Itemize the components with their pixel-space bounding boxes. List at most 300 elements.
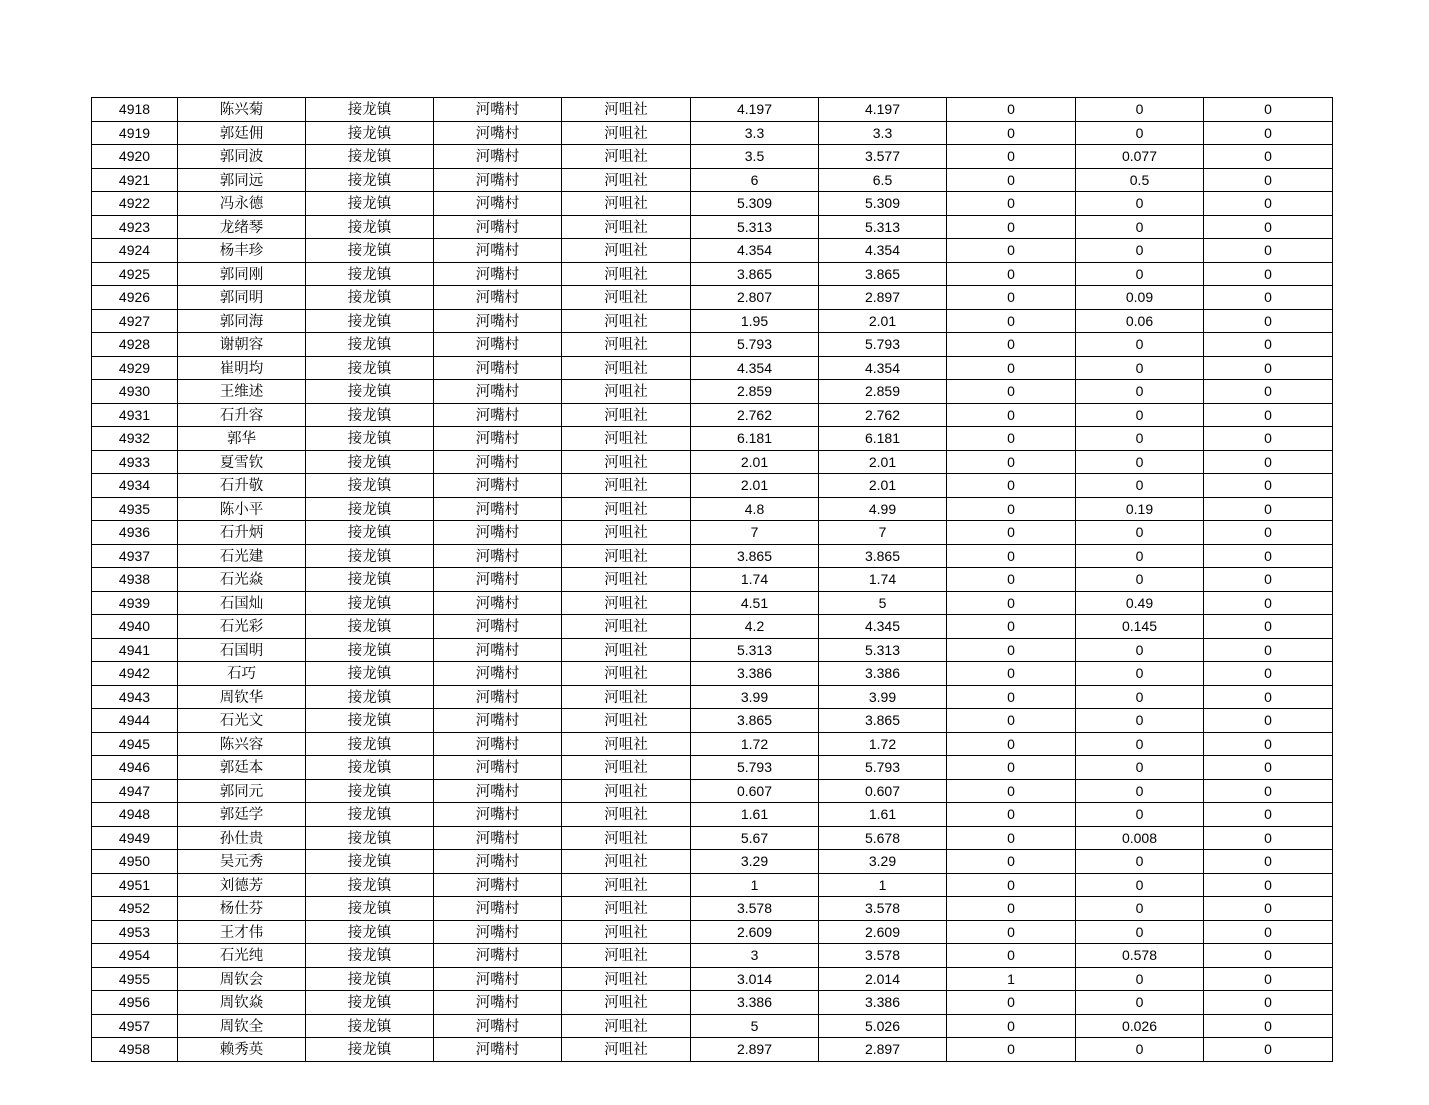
value-4-cell: 0 [1076,474,1204,498]
village-cell: 河嘴村 [434,638,562,662]
id-cell: 4922 [92,192,178,216]
value-2-cell: 3.578 [819,944,947,968]
value-5-cell: 0 [1204,897,1333,921]
village-cell: 河嘴村 [434,803,562,827]
value-1-cell: 3.578 [691,897,819,921]
value-4-cell: 0.49 [1076,591,1204,615]
value-2-cell: 2.609 [819,920,947,944]
village-cell: 河嘴村 [434,944,562,968]
value-5-cell: 0 [1204,685,1333,709]
table-row [92,98,1333,122]
name-cell: 石巧 [178,662,306,686]
value-3-cell: 0 [947,262,1076,286]
name-cell: 杨丰珍 [178,239,306,263]
id-cell: 4935 [92,497,178,521]
table-row [92,145,1333,169]
value-1-cell: 1.72 [691,732,819,756]
value-1-cell: 2.859 [691,380,819,404]
table-row [92,239,1333,263]
value-1-cell: 5.309 [691,192,819,216]
id-cell: 4956 [92,991,178,1015]
town-cell: 接龙镇 [306,333,434,357]
value-4-cell: 0 [1076,544,1204,568]
value-4-cell: 0 [1076,709,1204,733]
value-5-cell: 0 [1204,215,1333,239]
village-cell: 河嘴村 [434,615,562,639]
value-3-cell: 0 [947,732,1076,756]
village-cell: 河嘴村 [434,333,562,357]
town-cell: 接龙镇 [306,521,434,545]
value-2-cell: 3.386 [819,662,947,686]
value-5-cell: 0 [1204,709,1333,733]
id-cell: 4920 [92,145,178,169]
town-cell: 接龙镇 [306,709,434,733]
table-row [92,685,1333,709]
value-4-cell: 0.06 [1076,309,1204,333]
name-cell: 郭同明 [178,286,306,310]
table-row [92,403,1333,427]
value-3-cell: 0 [947,497,1076,521]
value-1-cell: 5.313 [691,638,819,662]
value-2-cell: 4.197 [819,98,947,122]
value-1-cell: 3.865 [691,709,819,733]
data-table-container [91,97,1333,1062]
value-3-cell: 0 [947,474,1076,498]
town-cell: 接龙镇 [306,826,434,850]
group-cell: 河咀社 [562,756,691,780]
value-1-cell: 1 [691,873,819,897]
value-3-cell: 0 [947,756,1076,780]
name-cell: 郭华 [178,427,306,451]
name-cell: 郭同刚 [178,262,306,286]
value-2-cell: 5.793 [819,756,947,780]
value-4-cell: 0 [1076,732,1204,756]
name-cell: 谢朝容 [178,333,306,357]
name-cell: 周钦焱 [178,991,306,1015]
group-cell: 河咀社 [562,944,691,968]
id-cell: 4948 [92,803,178,827]
village-cell: 河嘴村 [434,309,562,333]
value-1-cell: 2.01 [691,474,819,498]
value-4-cell: 0.077 [1076,145,1204,169]
village-cell: 河嘴村 [434,826,562,850]
group-cell: 河咀社 [562,333,691,357]
value-1-cell: 1.74 [691,568,819,592]
value-3-cell: 0 [947,944,1076,968]
value-3-cell: 0 [947,239,1076,263]
value-5-cell: 0 [1204,168,1333,192]
value-4-cell: 0 [1076,239,1204,263]
table-row [92,521,1333,545]
town-cell: 接龙镇 [306,591,434,615]
village-cell: 河嘴村 [434,685,562,709]
town-cell: 接龙镇 [306,403,434,427]
value-1-cell: 2.01 [691,450,819,474]
value-3-cell: 0 [947,121,1076,145]
value-1-cell: 3.014 [691,967,819,991]
value-5-cell: 0 [1204,967,1333,991]
value-2-cell: 3.578 [819,897,947,921]
table-row [92,779,1333,803]
id-cell: 4921 [92,168,178,192]
value-1-cell: 4.197 [691,98,819,122]
id-cell: 4955 [92,967,178,991]
value-4-cell: 0 [1076,98,1204,122]
town-cell: 接龙镇 [306,192,434,216]
value-2-cell: 3.865 [819,262,947,286]
group-cell: 河咀社 [562,192,691,216]
value-5-cell: 0 [1204,262,1333,286]
value-5-cell: 0 [1204,756,1333,780]
id-cell: 4940 [92,615,178,639]
value-1-cell: 5.313 [691,215,819,239]
table-row [92,262,1333,286]
group-cell: 河咀社 [562,356,691,380]
value-2-cell: 1.61 [819,803,947,827]
value-2-cell: 3.865 [819,709,947,733]
group-cell: 河咀社 [562,309,691,333]
value-2-cell: 3.3 [819,121,947,145]
town-cell: 接龙镇 [306,380,434,404]
table-row [92,168,1333,192]
value-1-cell: 3 [691,944,819,968]
value-2-cell: 2.762 [819,403,947,427]
value-3-cell: 0 [947,920,1076,944]
table-row [92,826,1333,850]
town-cell: 接龙镇 [306,944,434,968]
id-cell: 4924 [92,239,178,263]
name-cell: 郭同元 [178,779,306,803]
group-cell: 河咀社 [562,967,691,991]
group-cell: 河咀社 [562,403,691,427]
village-cell: 河嘴村 [434,121,562,145]
id-cell: 4943 [92,685,178,709]
value-4-cell: 0 [1076,803,1204,827]
value-1-cell: 0.607 [691,779,819,803]
value-3-cell: 0 [947,309,1076,333]
group-cell: 河咀社 [562,873,691,897]
name-cell: 石光彩 [178,615,306,639]
value-5-cell: 0 [1204,380,1333,404]
value-3-cell: 0 [947,333,1076,357]
group-cell: 河咀社 [562,380,691,404]
value-2-cell: 1 [819,873,947,897]
value-2-cell: 5.313 [819,638,947,662]
name-cell: 石升炳 [178,521,306,545]
value-3-cell: 0 [947,873,1076,897]
group-cell: 河咀社 [562,1014,691,1038]
table-row [92,544,1333,568]
id-cell: 4923 [92,215,178,239]
value-2-cell: 7 [819,521,947,545]
value-2-cell: 2.01 [819,474,947,498]
group-cell: 河咀社 [562,521,691,545]
value-3-cell: 0 [947,991,1076,1015]
village-cell: 河嘴村 [434,521,562,545]
town-cell: 接龙镇 [306,779,434,803]
value-5-cell: 0 [1204,826,1333,850]
value-5-cell: 0 [1204,638,1333,662]
table-row [92,121,1333,145]
value-4-cell: 0.578 [1076,944,1204,968]
value-1-cell: 2.609 [691,920,819,944]
value-2-cell: 4.354 [819,239,947,263]
group-cell: 河咀社 [562,615,691,639]
name-cell: 石升容 [178,403,306,427]
village-cell: 河嘴村 [434,991,562,1015]
id-cell: 4944 [92,709,178,733]
name-cell: 周钦会 [178,967,306,991]
value-4-cell: 0 [1076,192,1204,216]
id-cell: 4941 [92,638,178,662]
village-cell: 河嘴村 [434,168,562,192]
value-5-cell: 0 [1204,474,1333,498]
value-1-cell: 4.354 [691,356,819,380]
name-cell: 石国灿 [178,591,306,615]
value-1-cell: 5.67 [691,826,819,850]
value-3-cell: 0 [947,380,1076,404]
value-5-cell: 0 [1204,286,1333,310]
value-2-cell: 2.01 [819,309,947,333]
group-cell: 河咀社 [562,920,691,944]
value-5-cell: 0 [1204,403,1333,427]
value-3-cell: 0 [947,826,1076,850]
value-1-cell: 7 [691,521,819,545]
group-cell: 河咀社 [562,168,691,192]
value-3-cell: 0 [947,145,1076,169]
value-1-cell: 4.8 [691,497,819,521]
value-2-cell: 4.345 [819,615,947,639]
name-cell: 郭同波 [178,145,306,169]
town-cell: 接龙镇 [306,967,434,991]
value-3-cell: 0 [947,1014,1076,1038]
table-row [92,662,1333,686]
value-2-cell: 5 [819,591,947,615]
value-1-cell: 5.793 [691,756,819,780]
town-cell: 接龙镇 [306,756,434,780]
name-cell: 陈兴菊 [178,98,306,122]
value-1-cell: 3.5 [691,145,819,169]
village-cell: 河嘴村 [434,568,562,592]
table-row [92,897,1333,921]
value-2-cell: 5.793 [819,333,947,357]
group-cell: 河咀社 [562,709,691,733]
table-row [92,427,1333,451]
table-row [92,192,1333,216]
value-5-cell: 0 [1204,333,1333,357]
group-cell: 河咀社 [562,991,691,1015]
value-3-cell: 0 [947,591,1076,615]
group-cell: 河咀社 [562,897,691,921]
village-cell: 河嘴村 [434,756,562,780]
value-1-cell: 3.386 [691,662,819,686]
group-cell: 河咀社 [562,638,691,662]
table-row [92,732,1333,756]
value-1-cell: 3.865 [691,544,819,568]
id-cell: 4949 [92,826,178,850]
value-5-cell: 0 [1204,121,1333,145]
table-row [92,873,1333,897]
village-cell: 河嘴村 [434,732,562,756]
name-cell: 郭同远 [178,168,306,192]
value-4-cell: 0 [1076,638,1204,662]
value-2-cell: 2.897 [819,1038,947,1062]
value-4-cell: 0.19 [1076,497,1204,521]
id-cell: 4926 [92,286,178,310]
village-cell: 河嘴村 [434,239,562,263]
name-cell: 周钦华 [178,685,306,709]
value-3-cell: 0 [947,427,1076,451]
group-cell: 河咀社 [562,239,691,263]
village-cell: 河嘴村 [434,192,562,216]
value-4-cell: 0 [1076,262,1204,286]
name-cell: 杨仕芬 [178,897,306,921]
table-row [92,568,1333,592]
town-cell: 接龙镇 [306,145,434,169]
value-1-cell: 5 [691,1014,819,1038]
value-2-cell: 4.99 [819,497,947,521]
table-row [92,1014,1333,1038]
value-2-cell: 1.74 [819,568,947,592]
table-row [92,850,1333,874]
id-cell: 4933 [92,450,178,474]
town-cell: 接龙镇 [306,1014,434,1038]
value-5-cell: 0 [1204,991,1333,1015]
id-cell: 4919 [92,121,178,145]
value-4-cell: 0 [1076,967,1204,991]
value-3-cell: 1 [947,967,1076,991]
id-cell: 4950 [92,850,178,874]
value-5-cell: 0 [1204,732,1333,756]
value-5-cell: 0 [1204,920,1333,944]
group-cell: 河咀社 [562,826,691,850]
table-row [92,991,1333,1015]
village-cell: 河嘴村 [434,544,562,568]
village-cell: 河嘴村 [434,1038,562,1062]
id-cell: 4946 [92,756,178,780]
town-cell: 接龙镇 [306,309,434,333]
id-cell: 4934 [92,474,178,498]
name-cell: 石光纯 [178,944,306,968]
table-row [92,756,1333,780]
table-row [92,920,1333,944]
name-cell: 冯永德 [178,192,306,216]
group-cell: 河咀社 [562,662,691,686]
town-cell: 接龙镇 [306,121,434,145]
town-cell: 接龙镇 [306,615,434,639]
town-cell: 接龙镇 [306,168,434,192]
id-cell: 4931 [92,403,178,427]
town-cell: 接龙镇 [306,474,434,498]
value-4-cell: 0 [1076,356,1204,380]
id-cell: 4942 [92,662,178,686]
town-cell: 接龙镇 [306,239,434,263]
value-3-cell: 0 [947,192,1076,216]
name-cell: 石光建 [178,544,306,568]
value-5-cell: 0 [1204,145,1333,169]
id-cell: 4957 [92,1014,178,1038]
table-row [92,1038,1333,1062]
value-5-cell: 0 [1204,98,1333,122]
name-cell: 陈兴容 [178,732,306,756]
group-cell: 河咀社 [562,497,691,521]
village-cell: 河嘴村 [434,403,562,427]
name-cell: 龙绪琴 [178,215,306,239]
group-cell: 河咀社 [562,591,691,615]
town-cell: 接龙镇 [306,685,434,709]
town-cell: 接龙镇 [306,497,434,521]
id-cell: 4945 [92,732,178,756]
value-2-cell: 5.678 [819,826,947,850]
town-cell: 接龙镇 [306,262,434,286]
village-cell: 河嘴村 [434,709,562,733]
value-1-cell: 5.793 [691,333,819,357]
name-cell: 刘德芳 [178,873,306,897]
town-cell: 接龙镇 [306,991,434,1015]
id-cell: 4951 [92,873,178,897]
name-cell: 石升敬 [178,474,306,498]
value-2-cell: 3.386 [819,991,947,1015]
value-1-cell: 2.807 [691,286,819,310]
value-5-cell: 0 [1204,1038,1333,1062]
value-4-cell: 0 [1076,1038,1204,1062]
group-cell: 河咀社 [562,427,691,451]
table-row [92,286,1333,310]
data-table [91,97,1333,1062]
town-cell: 接龙镇 [306,286,434,310]
value-4-cell: 0.008 [1076,826,1204,850]
village-cell: 河嘴村 [434,779,562,803]
village-cell: 河嘴村 [434,145,562,169]
value-1-cell: 3.386 [691,991,819,1015]
table-row [92,474,1333,498]
value-2-cell: 5.313 [819,215,947,239]
table-row [92,380,1333,404]
value-4-cell: 0 [1076,897,1204,921]
table-body [92,98,1333,1062]
town-cell: 接龙镇 [306,450,434,474]
value-3-cell: 0 [947,1038,1076,1062]
group-cell: 河咀社 [562,1038,691,1062]
value-5-cell: 0 [1204,427,1333,451]
town-cell: 接龙镇 [306,568,434,592]
town-cell: 接龙镇 [306,920,434,944]
id-cell: 4954 [92,944,178,968]
id-cell: 4947 [92,779,178,803]
value-3-cell: 0 [947,450,1076,474]
table-row [92,333,1333,357]
value-2-cell: 3.577 [819,145,947,169]
value-2-cell: 3.99 [819,685,947,709]
id-cell: 4930 [92,380,178,404]
value-4-cell: 0 [1076,991,1204,1015]
name-cell: 王维述 [178,380,306,404]
value-1-cell: 1.95 [691,309,819,333]
value-5-cell: 0 [1204,591,1333,615]
village-cell: 河嘴村 [434,1014,562,1038]
value-4-cell: 0 [1076,873,1204,897]
value-1-cell: 4.2 [691,615,819,639]
id-cell: 4937 [92,544,178,568]
name-cell: 石国明 [178,638,306,662]
town-cell: 接龙镇 [306,215,434,239]
value-4-cell: 0 [1076,568,1204,592]
id-cell: 4932 [92,427,178,451]
town-cell: 接龙镇 [306,850,434,874]
value-4-cell: 0 [1076,121,1204,145]
value-5-cell: 0 [1204,850,1333,874]
value-5-cell: 0 [1204,450,1333,474]
